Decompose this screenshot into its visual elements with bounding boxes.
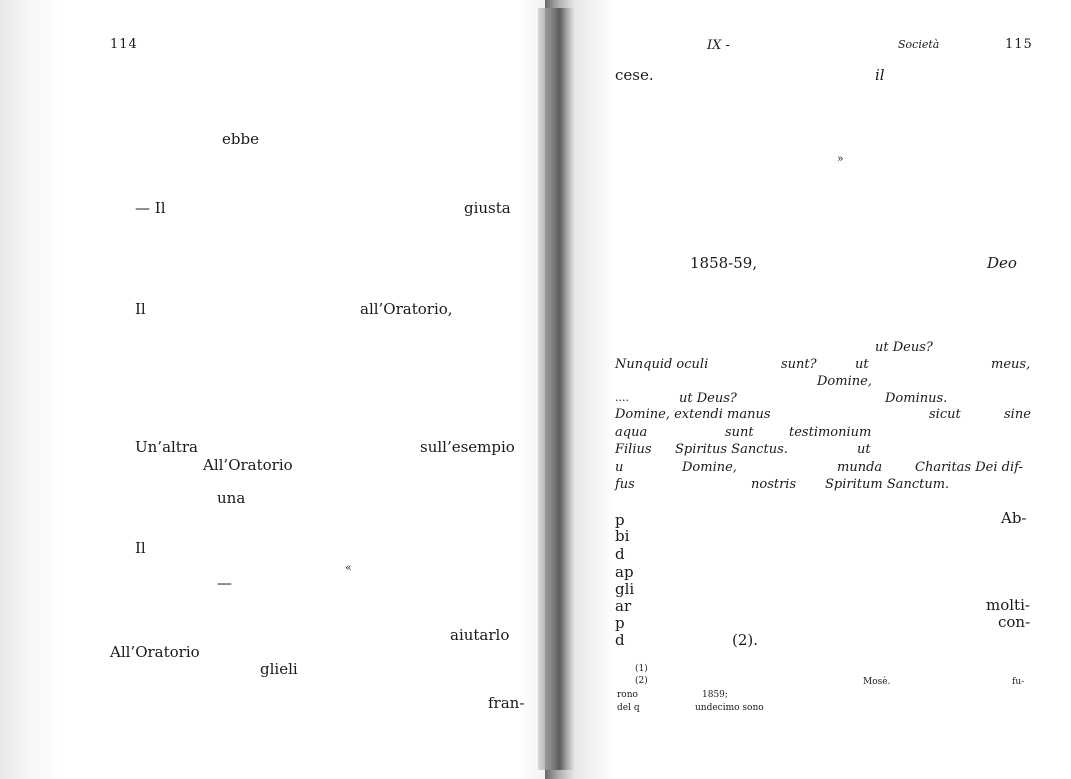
text-fragment: ut — [855, 357, 869, 372]
text-fragment: ar — [615, 597, 632, 615]
running-header-title: Società — [898, 38, 940, 51]
text-fragment: aiutarlo — [450, 626, 510, 644]
text-fragment: p — [615, 614, 625, 632]
text-fragment: Charitas Dei dif- — [915, 460, 1023, 475]
text-fragment: Spiritus Sanctus. — [675, 442, 788, 457]
text-fragment: sunt — [725, 425, 754, 440]
text-fragment: .... — [615, 391, 629, 404]
footnote-marker: (2) — [635, 676, 648, 686]
footnote-text: undecimo sono — [695, 703, 764, 713]
footnote-text: Mosè. — [863, 677, 891, 687]
text-fragment: u — [615, 460, 624, 475]
text-fragment: Ab- — [1001, 509, 1027, 527]
text-fragment: glieli — [260, 660, 298, 678]
text-fragment: ut — [857, 442, 871, 457]
right-page — [545, 0, 1071, 779]
text-fragment: All’Oratorio — [110, 643, 200, 661]
text-fragment: testimonium — [789, 425, 872, 440]
text-fragment: — — [217, 574, 232, 592]
text-fragment: cese. — [615, 66, 654, 84]
text-fragment: ut Deus? — [875, 340, 933, 355]
text-fragment: Il — [135, 539, 146, 557]
text-fragment: bi — [615, 527, 630, 545]
text-fragment: — Il — [135, 199, 166, 217]
text-fragment: Filius — [615, 442, 652, 457]
text-fragment: Domine, — [817, 374, 872, 389]
footnote-text: 1859; — [702, 690, 728, 700]
text-fragment: Deo — [987, 254, 1017, 272]
text-fragment: 1858-59, — [690, 254, 758, 272]
text-fragment: d — [615, 545, 625, 563]
footnote-text: del q — [617, 703, 640, 713]
text-fragment: Dominus. — [885, 391, 948, 406]
text-fragment: gli — [615, 580, 635, 598]
text-fragment: sull’esempio — [420, 438, 515, 456]
text-fragment: nostris — [751, 477, 797, 492]
text-fragment: sunt? — [781, 357, 817, 372]
text-fragment: aqua — [615, 425, 648, 440]
text-fragment: con- — [998, 613, 1031, 631]
text-fragment: Nunquid oculi — [615, 357, 709, 372]
text-fragment: il — [875, 66, 885, 84]
text-fragment: una — [217, 489, 246, 507]
text-fragment: munda — [837, 460, 883, 475]
text-fragment: ap — [615, 563, 634, 581]
text-fragment: sine — [1004, 407, 1031, 422]
text-fragment: molti- — [986, 596, 1030, 614]
running-header-chapter: IX - — [707, 38, 730, 53]
text-fragment: » — [837, 152, 844, 165]
text-fragment: p — [615, 511, 625, 529]
footnote-reference: (2). — [732, 631, 759, 649]
text-fragment: d — [615, 631, 625, 649]
footnote-text: rono — [617, 690, 638, 700]
footnote-text: fu- — [1012, 677, 1025, 687]
text-fragment: sicut — [929, 407, 961, 422]
text-fragment: giusta — [464, 199, 511, 217]
text-fragment: Domine, — [682, 460, 737, 475]
text-fragment: meus, — [991, 357, 1031, 372]
text-fragment: Un’altra — [135, 438, 198, 456]
text-fragment: All’Oratorio — [203, 456, 293, 474]
text-fragment: Il — [135, 300, 146, 318]
text-fragment: all’Oratorio, — [360, 300, 453, 318]
page-number-right: 115 — [1005, 37, 1033, 52]
text-fragment: Domine, extendi manus — [615, 407, 771, 422]
text-fragment: ebbe — [222, 130, 259, 148]
page-number-left: 114 — [110, 37, 138, 52]
text-fragment: « — [345, 561, 352, 574]
text-fragment: fran- — [488, 694, 525, 712]
text-fragment: Spiritum Sanctum. — [825, 477, 950, 492]
book-gutter — [538, 8, 574, 770]
footnote-marker: (1) — [635, 664, 648, 674]
text-fragment: ut Deus? — [679, 391, 737, 406]
text-fragment: fus — [615, 477, 635, 492]
